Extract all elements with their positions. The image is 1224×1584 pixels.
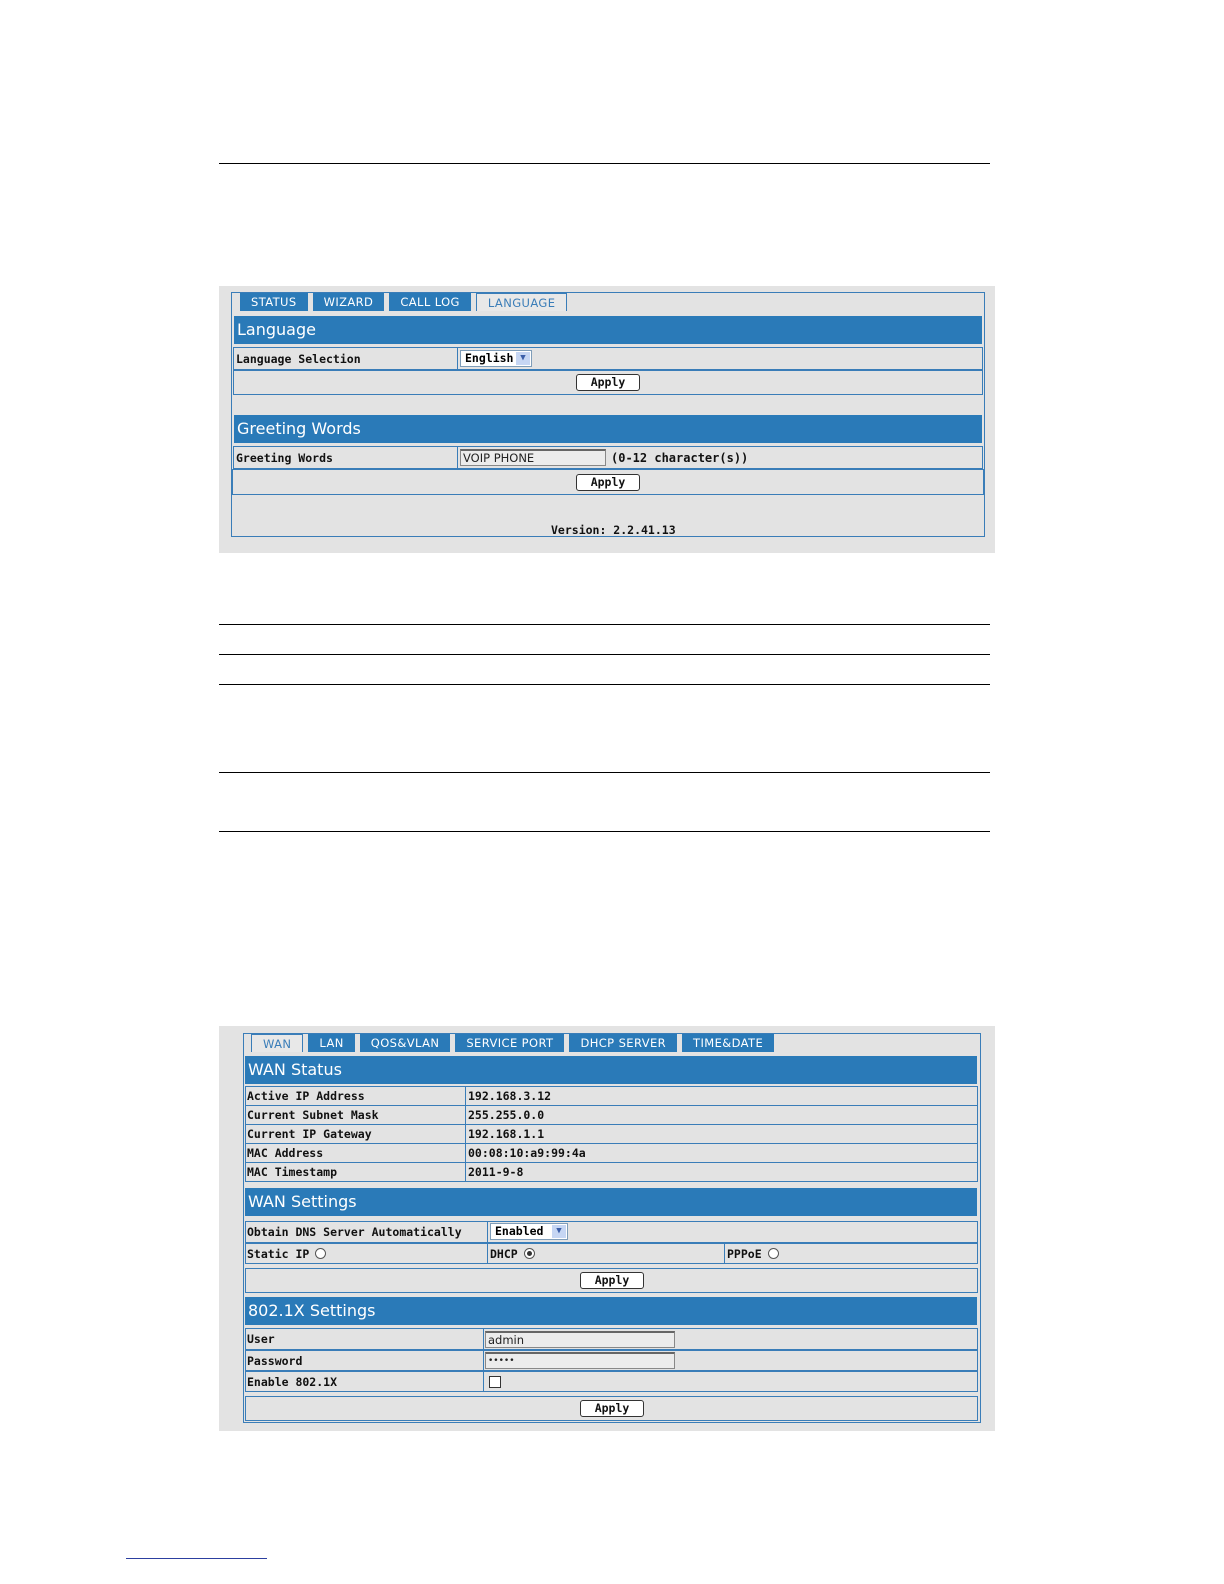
dot1x-settings-title: 802.1X Settings [245, 1297, 977, 1325]
table-row [245, 1162, 978, 1182]
table-row [245, 1124, 978, 1144]
language-section-title: Language [234, 316, 982, 344]
cell-divider [465, 1087, 466, 1105]
wan-settings-title: WAN Settings [245, 1188, 977, 1216]
cell-divider [465, 1106, 466, 1124]
tab-time-date[interactable]: TIME&DATE [682, 1034, 774, 1052]
wan-screenshot [219, 1026, 995, 1431]
cell-divider [483, 1372, 484, 1391]
chevron-down-icon[interactable]: ▼ [552, 1225, 566, 1238]
pppoe-label: PPPoE [727, 1247, 762, 1261]
row-value: 2011-9-8 [468, 1165, 524, 1179]
table-row [245, 1143, 978, 1163]
greeting-words-label: Greeting Words [236, 451, 333, 465]
cell-divider [724, 1244, 725, 1263]
dhcp-label: DHCP [490, 1247, 518, 1261]
cell-divider [483, 1351, 484, 1370]
static-ip-radio[interactable] [315, 1248, 326, 1259]
static-ip-label: Static IP [247, 1247, 310, 1261]
table-row [245, 1105, 978, 1125]
divider-line [219, 772, 990, 773]
wan-mode-row [245, 1243, 978, 1264]
row-value: 255.255.0.0 [468, 1108, 545, 1122]
language-selection-row [233, 347, 983, 370]
enable-dot1x-label: Enable 802.1X [247, 1375, 338, 1389]
user-label: User [247, 1332, 275, 1346]
greeting-apply-row [232, 469, 984, 495]
row-label: Current Subnet Mask [247, 1108, 379, 1122]
dhcp-option[interactable] [489, 1245, 535, 1263]
tab-wizard[interactable]: WIZARD [313, 293, 385, 311]
password-row [245, 1350, 978, 1371]
divider-line [219, 831, 990, 832]
table-row [245, 1086, 978, 1106]
language-selection-label: Language Selection [236, 352, 361, 366]
footnote-rule [126, 1558, 267, 1559]
wan-apply-row [245, 1268, 978, 1293]
greeting-section-title: Greeting Words [234, 415, 982, 443]
enable-dot1x-row [245, 1371, 978, 1392]
tab-qos-vlan[interactable]: QOS&VLAN [360, 1034, 451, 1052]
greeting-words-input[interactable]: VOIP PHONE [460, 449, 606, 466]
cell-divider [457, 348, 458, 369]
pppoe-option[interactable] [726, 1245, 779, 1263]
language-apply-button[interactable]: Apply [576, 374, 640, 391]
tab-dhcp-server[interactable]: DHCP SERVER [569, 1034, 677, 1052]
cell-divider [483, 1329, 484, 1349]
divider-line [219, 624, 990, 625]
cell-divider [465, 1163, 466, 1181]
divider-line [219, 163, 990, 164]
language-select-value: English [465, 351, 514, 365]
user-row [245, 1328, 978, 1350]
row-value: 00:08:10:a9:99:4a [468, 1146, 586, 1160]
pppoe-radio[interactable] [768, 1248, 779, 1259]
version-text: Version: 2.2.41.13 [551, 523, 676, 537]
password-label: Password [247, 1354, 303, 1368]
cell-divider [465, 1125, 466, 1143]
wan-apply-button[interactable]: Apply [580, 1272, 644, 1289]
cell-divider [487, 1244, 488, 1263]
row-label: Current IP Gateway [247, 1127, 372, 1141]
dns-label: Obtain DNS Server Automatically [247, 1225, 462, 1239]
wan-status-title: WAN Status [245, 1056, 977, 1084]
tab-wan[interactable]: WAN [251, 1034, 303, 1052]
divider-line [219, 654, 990, 655]
cell-divider [457, 447, 458, 468]
cell-divider [487, 1222, 488, 1242]
tab-lan[interactable]: LAN [308, 1034, 354, 1052]
tab-status[interactable]: STATUS [240, 293, 308, 311]
greeting-apply-button[interactable]: Apply [576, 474, 640, 491]
wan-tab-bar [251, 1034, 779, 1052]
dns-row [245, 1221, 978, 1243]
language-screenshot [219, 286, 995, 553]
enable-dot1x-checkbox[interactable] [489, 1376, 501, 1388]
row-label: Active IP Address [247, 1089, 365, 1103]
dot1x-apply-row [245, 1396, 978, 1421]
password-input[interactable]: ••••• [485, 1352, 675, 1369]
greeting-words-row [233, 446, 983, 469]
static-ip-option[interactable] [246, 1245, 326, 1263]
tab-language[interactable]: LANGUAGE [476, 293, 568, 311]
dns-select[interactable] [490, 1223, 568, 1240]
cell-divider [465, 1144, 466, 1162]
language-apply-row [233, 370, 983, 395]
dot1x-apply-button[interactable]: Apply [580, 1400, 644, 1417]
row-label: MAC Address [247, 1146, 324, 1160]
chevron-down-icon[interactable]: ▼ [516, 352, 530, 365]
tab-service-port[interactable]: SERVICE PORT [455, 1034, 564, 1052]
row-value: 192.168.1.1 [468, 1127, 545, 1141]
dhcp-radio[interactable] [524, 1248, 535, 1259]
dns-select-value: Enabled [495, 1224, 544, 1238]
greeting-words-hint: (0-12 character(s)) [611, 451, 749, 465]
divider-line [219, 684, 990, 685]
row-label: MAC Timestamp [247, 1165, 338, 1179]
row-value: 192.168.3.12 [468, 1089, 552, 1103]
tab-call-log[interactable]: CALL LOG [389, 293, 471, 311]
language-tab-bar [240, 293, 572, 311]
language-select[interactable] [460, 350, 532, 367]
user-input[interactable]: admin [485, 1331, 675, 1348]
